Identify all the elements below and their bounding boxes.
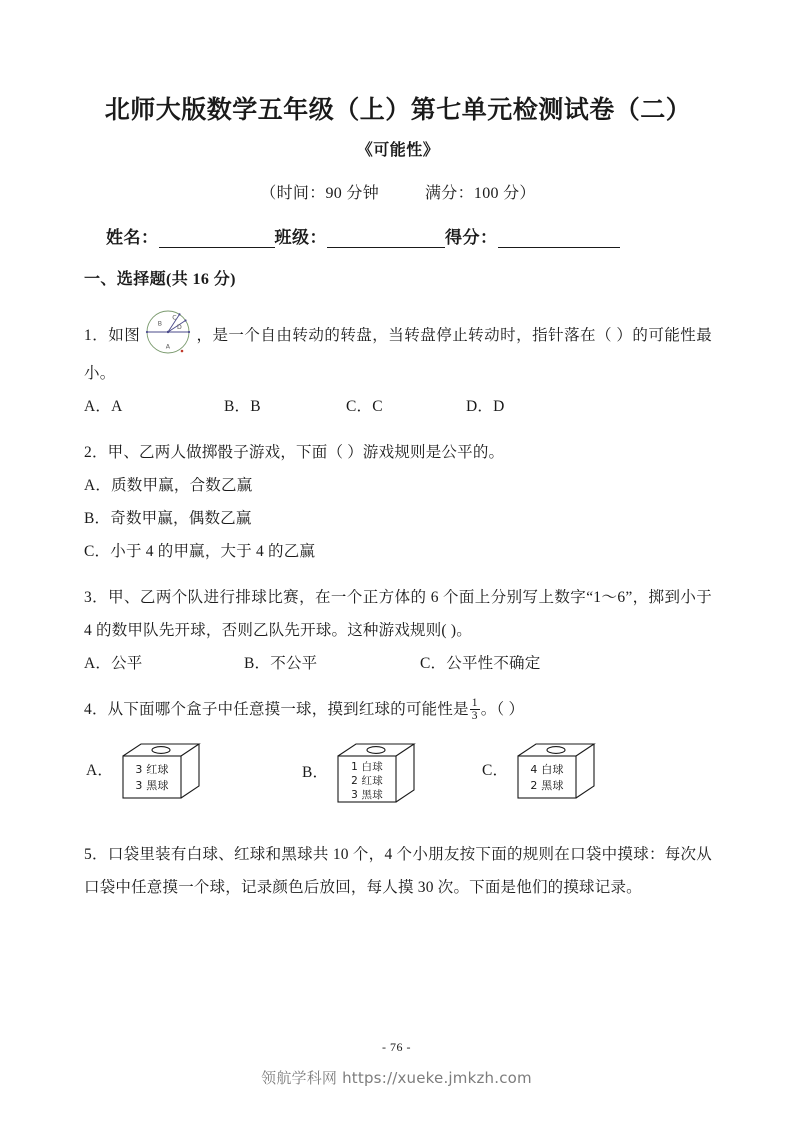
class-field[interactable] bbox=[275, 223, 446, 248]
question-2-option-b[interactable]: B．奇数甲赢，偶数乙赢 bbox=[84, 510, 252, 528]
question-1-option-b[interactable]: B．B bbox=[224, 398, 261, 416]
score-field[interactable] bbox=[445, 223, 620, 248]
score-blank[interactable] bbox=[498, 246, 620, 248]
name-label: 姓名： bbox=[106, 228, 159, 248]
page-number: - 76 - bbox=[382, 1040, 411, 1054]
question-1-option-d[interactable]: D．D bbox=[466, 398, 505, 416]
question-4-choice-b[interactable] bbox=[302, 740, 420, 810]
exam-meta bbox=[84, 160, 712, 203]
question-1 bbox=[84, 289, 712, 423]
identity-line bbox=[84, 203, 712, 248]
exam-time bbox=[260, 185, 379, 202]
svg-text:2 黑球: 2 黑球 bbox=[530, 779, 564, 793]
question-3 bbox=[84, 568, 712, 680]
question-4-choice-c[interactable] bbox=[482, 740, 600, 806]
question-5-stem bbox=[84, 838, 712, 904]
question-4-box-choices bbox=[84, 726, 712, 822]
question-4-stem-part2: 。（ ） bbox=[480, 701, 525, 719]
question-2-option-b-row bbox=[84, 502, 712, 535]
name-blank[interactable] bbox=[159, 246, 275, 248]
question-5-number: 5． bbox=[84, 846, 108, 864]
question-4-choice-a-label: A． bbox=[86, 761, 114, 779]
svg-text:C: C bbox=[172, 314, 177, 322]
question-4-stem bbox=[84, 693, 712, 726]
question-3-stem-text: 甲、乙两个队进行排球比赛，在一个正方体的 6 个面上分别写上数字“1～6”，掷到小于 4 的数甲队先开球，否则乙队先开球。这种游戏规则( )。 bbox=[84, 589, 712, 640]
fraction-one-third bbox=[470, 697, 480, 723]
name-field[interactable] bbox=[106, 223, 275, 248]
fraction-denominator: 3 bbox=[471, 710, 478, 723]
question-2-stem bbox=[84, 436, 712, 469]
question-4-stem-part1: 从下面哪个盒子中任意摸一球，摸到红球的可能性是 bbox=[107, 701, 469, 719]
svg-text:D: D bbox=[177, 324, 183, 332]
question-4 bbox=[84, 680, 712, 822]
question-3-option-c[interactable]: C．公平性不确定 bbox=[420, 655, 541, 673]
question-1-options bbox=[84, 390, 712, 423]
exam-total-score: 满分：100 分） bbox=[425, 185, 536, 203]
section-heading-choice: 一、选择题(共 16 分) bbox=[84, 271, 236, 289]
page-title: 北师大版数学五年级（上）第七单元检测试卷（二） bbox=[104, 97, 692, 124]
question-2 bbox=[84, 423, 712, 568]
question-1-stem-part1: 如图 bbox=[108, 327, 141, 345]
question-1-option-a[interactable]: A．A bbox=[84, 398, 123, 416]
question-1-stem-part2: ，是一个自由转动的转盘，当转盘停止转动时，指针落在（ ）的可能性最小。 bbox=[84, 327, 712, 383]
svg-text:3 红球: 3 红球 bbox=[135, 763, 169, 777]
question-3-number: 3． bbox=[84, 589, 109, 607]
class-label: 班级： bbox=[274, 228, 327, 248]
question-2-option-a[interactable]: A．质数甲赢，合数乙赢 bbox=[84, 477, 253, 495]
spinner-diagram bbox=[141, 307, 195, 357]
question-4-choice-a[interactable] bbox=[86, 740, 205, 806]
ball-box-a-icon bbox=[119, 740, 205, 806]
question-2-option-c[interactable]: C．小于 4 的甲赢，大于 4 的乙赢 bbox=[84, 543, 316, 561]
question-4-choice-b-label: B． bbox=[302, 763, 329, 781]
question-1-option-c[interactable]: C．C bbox=[346, 398, 383, 416]
question-2-option-c-row bbox=[84, 535, 712, 568]
question-5 bbox=[84, 822, 712, 904]
page-subtitle: 《可能性》 bbox=[356, 142, 440, 160]
question-2-option-a-row bbox=[84, 469, 712, 502]
page-footer bbox=[0, 1040, 793, 1088]
svg-text:3 黑球: 3 黑球 bbox=[351, 789, 384, 802]
svg-text:3 黑球: 3 黑球 bbox=[135, 779, 169, 793]
svg-text:4 白球: 4 白球 bbox=[530, 763, 564, 777]
question-1-stem bbox=[84, 307, 712, 390]
question-3-options bbox=[84, 647, 712, 680]
fraction-numerator: 1 bbox=[471, 696, 478, 709]
score-label: 得分： bbox=[445, 228, 498, 248]
exam-time-text: （时间：90 分钟 bbox=[260, 185, 379, 203]
question-3-option-a[interactable]: A．公平 bbox=[84, 655, 143, 673]
question-2-stem-text: 甲、乙两人做掷骰子游戏，下面（ ）游戏规则是公平的。 bbox=[107, 444, 505, 462]
question-4-number: 4． bbox=[84, 701, 108, 719]
svg-text:2 红球: 2 红球 bbox=[351, 775, 384, 788]
question-1-number: 1． bbox=[84, 327, 109, 345]
ball-box-b-icon bbox=[334, 740, 420, 810]
question-5-stem-text: 口袋里装有白球、红球和黑球共 10 个，4 个小朋友按下面的规则在口袋中摸球：每次从口袋中任意摸一个球，记录颜色后放回，每人摸 30 次。下面是他们的摸球记录。 bbox=[84, 846, 712, 897]
site-watermark: 领航学科网 https://xueke.jmkzh.com bbox=[261, 1069, 532, 1087]
class-blank[interactable] bbox=[327, 246, 445, 248]
question-3-stem bbox=[84, 581, 712, 647]
svg-text:B: B bbox=[157, 320, 163, 328]
ball-box-c-icon bbox=[514, 740, 600, 806]
question-4-choice-c-label: C． bbox=[482, 761, 509, 779]
svg-text:A: A bbox=[165, 343, 171, 351]
page-content bbox=[84, 0, 712, 904]
question-3-option-b[interactable]: B．不公平 bbox=[244, 655, 318, 673]
question-2-number: 2． bbox=[84, 444, 108, 462]
svg-text:1 白球: 1 白球 bbox=[351, 761, 384, 774]
